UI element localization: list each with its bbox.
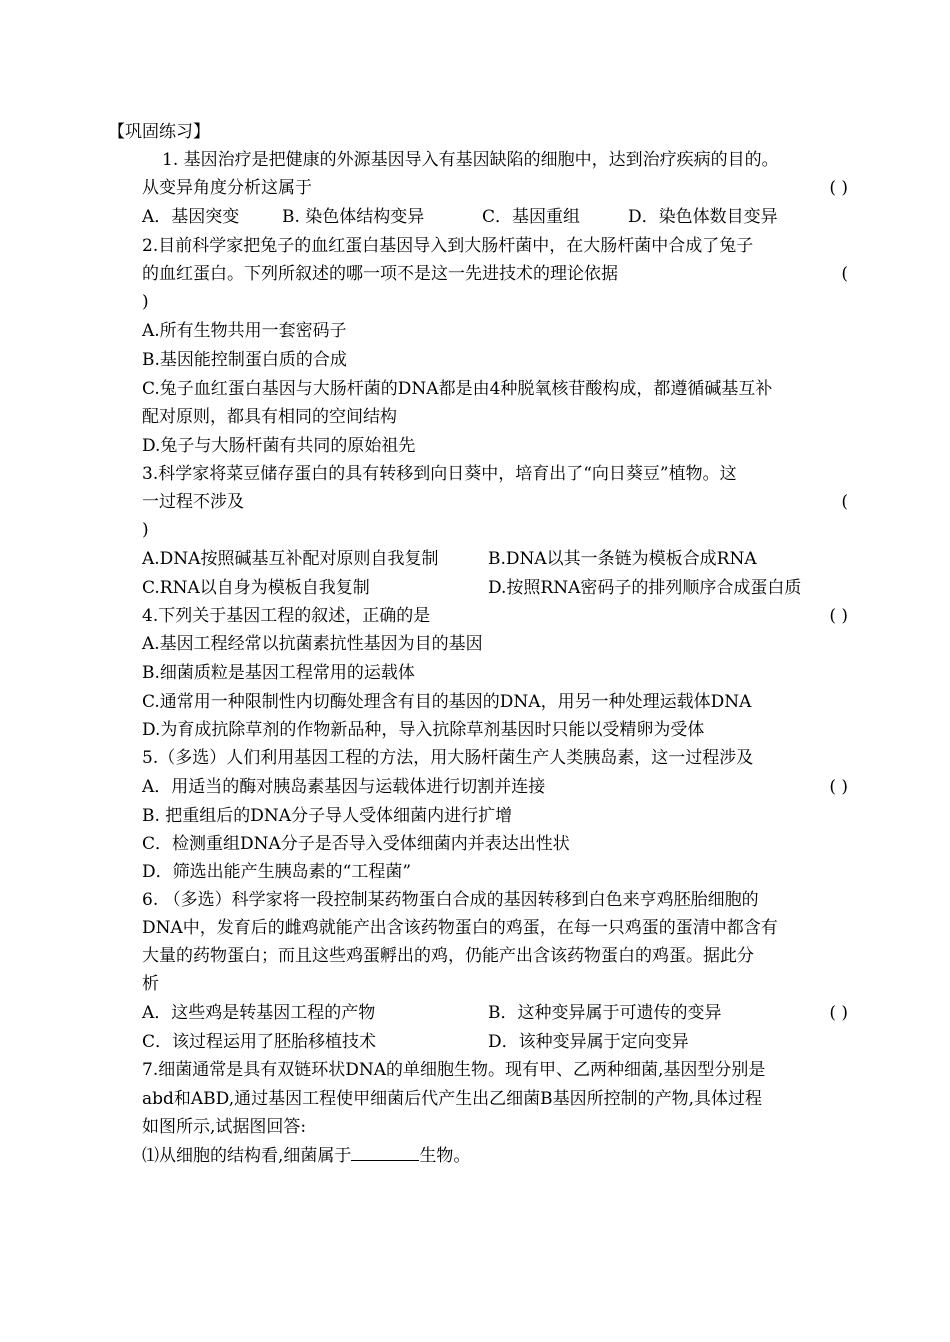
- q2-option-c-line2: 配对原则，都具有相同的空间结构: [142, 407, 397, 427]
- q6-stem-line3: 大量的药物蛋白；而且这些鸡蛋孵出的鸡，仍能产出含该药物蛋白的鸡蛋。据此分: [142, 946, 754, 966]
- q1-option-c: C．基因重组: [482, 207, 581, 227]
- q3-stem-line1: 3.科学家将菜豆储存蛋白的具有转移到向日葵中，培育出了“向日葵豆”植物。这: [142, 464, 737, 484]
- q7-sub1-prefix: ⑴从细胞的结构看,细菌属于: [142, 1146, 352, 1166]
- q3-option-c: C.RNA以自身为模板自我复制: [142, 578, 370, 598]
- q7-stem-line2: abd和ABD,通过基因工程使甲细菌后代产生出乙细菌B基因所控制的产物,具体过程: [142, 1089, 762, 1109]
- q1-stem-text: 从变异角度分析这属于: [142, 178, 312, 198]
- q6-answer-paren: ( ): [829, 1003, 848, 1023]
- q6-stem-line2: DNA中，发育后的雌鸡就能产出含该药物蛋白的鸡蛋，在每一只鸡蛋的蛋清中都含有: [142, 918, 778, 938]
- q4-stem-line1: [142, 602, 848, 630]
- q4-option-b: B.细菌质粒是基因工程常用的运载体: [142, 663, 415, 683]
- q3-paren-open: (: [841, 492, 848, 512]
- q7-stem-line1: 7.细菌通常是具有双链环状DNA的单细胞生物。现有甲、乙两种细菌,基因型分别是: [142, 1060, 766, 1080]
- q1-stem-line2: [142, 174, 848, 202]
- q6-option-a: A．这些鸡是转基因工程的产物: [142, 1003, 376, 1023]
- q5-answer-paren: ( ): [829, 777, 848, 797]
- q5-option-d: D．筛选出能产生胰岛素的“工程菌”: [142, 862, 412, 882]
- q1-option-a: A．基因突变: [142, 207, 240, 227]
- q5-stem-line1: 5.（多选）人们利用基因工程的方法，用大肠杆菌生产人类胰岛素，这一过程涉及: [142, 748, 754, 768]
- q5-option-a: A．用适当的酶对胰岛素基因与运载体进行切割并连接: [142, 777, 546, 797]
- q4-stem-text: 4.下列关于基因工程的叙述，正确的是: [142, 606, 431, 626]
- q2-stem-line2: [142, 260, 848, 288]
- q1-stem-line1: 1. 基因治疗是把健康的外源基因导入有基因缺陷的细胞中，达到治疗疾病的目的。: [162, 150, 779, 170]
- q6-options-row1: [142, 999, 848, 1027]
- q4-answer-paren: ( ): [829, 606, 848, 626]
- q1-option-d: D．染色体数目变异: [628, 207, 778, 227]
- q3-paren-close: ): [142, 520, 149, 540]
- q6-option-b: B．这种变异属于可遗传的变异: [488, 1003, 722, 1023]
- q2-stem-text: 的血红蛋白。下列所叙述的哪一项不是这一先进技术的理论依据: [142, 264, 618, 284]
- q1-answer-paren: ( ): [829, 178, 848, 198]
- q3-options-row1: [142, 545, 848, 573]
- q6-option-d: D．该种变异属于定向变异: [488, 1032, 689, 1052]
- q7-sub1-suffix: 生物。: [419, 1146, 471, 1166]
- q7-sub1-answer-blank[interactable]: [351, 1142, 419, 1161]
- q3-stem-line2: [142, 488, 848, 516]
- q1-option-b: B. 染色体结构变异: [282, 207, 425, 227]
- q7-stem-line3: 如图所示,试据图回答:: [142, 1117, 307, 1137]
- q3-option-a: A.DNA按照碱基互补配对原则自我复制: [142, 549, 439, 569]
- q2-option-a: A.所有生物共用一套密码子: [142, 321, 347, 341]
- q2-stem-line1: 2.目前科学家把兔子的血红蛋白基因导入到大肠杆菌中，在大肠杆菌中合成了兔子: [142, 236, 754, 256]
- q4-option-a: A.基因工程经常以抗菌素抗性基因为目的基因: [142, 634, 483, 654]
- q6-options-row2: [142, 1028, 848, 1056]
- q5-option-b: B. 把重组后的DNA分子导人受体细菌内进行扩增: [142, 806, 513, 826]
- q7-subquestion-1: [142, 1142, 848, 1170]
- q3-options-row2: [142, 574, 848, 602]
- q6-stem-line1: 6. （多选）科学家将一段控制某药物蛋白合成的基因转移到白色来亨鸡胚胎细胞的: [142, 890, 759, 910]
- q2-option-b: B.基因能控制蛋白质的合成: [142, 350, 347, 370]
- q2-paren-open: (: [841, 264, 848, 284]
- q3-option-d: D.按照RNA密码子的排列顺序合成蛋白质: [488, 578, 802, 598]
- q5-option-c: C．检测重组DNA分子是否导入受体细菌内并表达出性状: [142, 834, 570, 854]
- q4-option-c: C.通常用一种限制性内切酶处理含有目的基因的DNA，用另一种处理运载体DNA: [142, 692, 752, 712]
- q2-option-d: D.兔子与大肠杆菌有共同的原始祖先: [142, 436, 416, 456]
- q3-option-b: B.DNA以其一条链为模板合成RNA: [488, 549, 757, 569]
- q2-option-c-line1: C.兔子血红蛋白基因与大肠杆菌的DNA都是由4种脱氧核苷酸构成，都遵循碱基互补: [142, 379, 773, 399]
- q6-option-c: C．该过程运用了胚胎移植技术: [142, 1032, 377, 1052]
- section-title: 【巩固练习】: [108, 122, 210, 142]
- q3-stem-text: 一过程不涉及: [142, 492, 244, 512]
- q1-options: [142, 203, 848, 231]
- q2-paren-close: ): [142, 292, 149, 312]
- q6-stem-line4: 析: [142, 974, 159, 994]
- q5-option-a-row: [142, 773, 848, 801]
- q4-option-d: D.为育成抗除草剂的作物新品种，导入抗除草剂基因时只能以受精卵为受体: [142, 720, 705, 740]
